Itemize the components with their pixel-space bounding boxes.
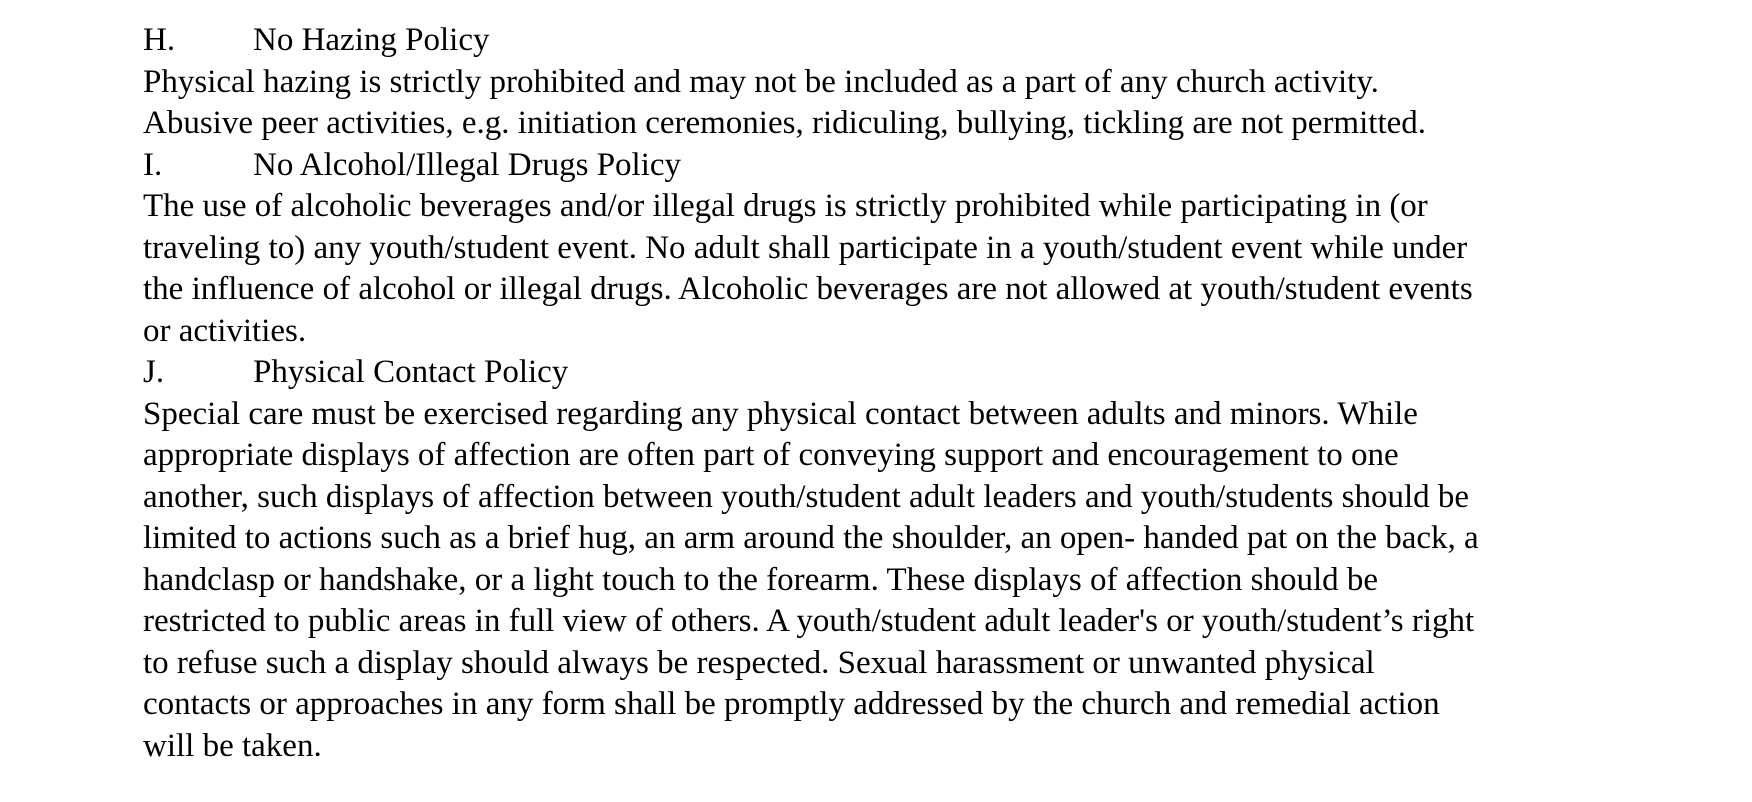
body-line: restricted to public areas in full view of others. A youth/student adult leader's or youth/student’s right (143, 603, 1475, 639)
section-title: No Hazing Policy (253, 22, 490, 58)
section-body (143, 394, 1663, 768)
section-h (143, 20, 1663, 145)
section-body (143, 62, 1663, 145)
section-heading (143, 352, 1663, 394)
section-letter: H. (143, 22, 176, 58)
section-letter: I. (143, 146, 163, 183)
body-line: to refuse such a display should always be respected. Sexual harassment or unwanted physical (143, 644, 1375, 681)
body-line: or activities. (143, 312, 307, 349)
section-heading (143, 145, 1663, 187)
body-line: Special care must be exercised regarding any physical contact between adults and minors. While (143, 395, 1418, 432)
body-line: contacts or approaches in any form shall be promptly addressed by the church and remedial action (143, 686, 1440, 722)
body-line: limited to actions such as a brief hug, an arm around the shoulder, an open- handed pat on the back, a (143, 520, 1479, 556)
section-body (143, 186, 1663, 352)
section-j (143, 352, 1663, 767)
body-line: Abusive peer activities, e.g. initiation ceremonies, ridiculing, bullying, tickling are not permitted. (143, 105, 1427, 141)
document-page (143, 20, 1663, 767)
section-title: Physical Contact Policy (253, 354, 569, 390)
body-line: handclasp or handshake, or a light touch to the forearm. These displays of affection should be (143, 561, 1379, 598)
body-line: The use of alcoholic beverages and/or illegal drugs is strictly prohibited while participating in (or (143, 188, 1428, 224)
section-title: No Alcohol/Illegal Drugs Policy (253, 146, 682, 183)
body-line: Physical hazing is strictly prohibited and may not be included as a part of any church activity. (143, 63, 1379, 100)
body-line: another, such displays of affection between youth/student adult leaders and youth/students should be (143, 478, 1470, 515)
body-line: traveling to) any youth/student event. No adult shall participate in a youth/student event while under (143, 229, 1468, 266)
section-letter: J. (143, 354, 165, 390)
section-i (143, 145, 1663, 353)
body-line: will be taken. (143, 727, 322, 764)
body-line: the influence of alcohol or illegal drugs. Alcoholic beverages are not allowed at youth/student events (143, 271, 1473, 307)
section-heading (143, 20, 1663, 62)
body-line: appropriate displays of affection are often part of conveying support and encouragement to one (143, 437, 1399, 473)
